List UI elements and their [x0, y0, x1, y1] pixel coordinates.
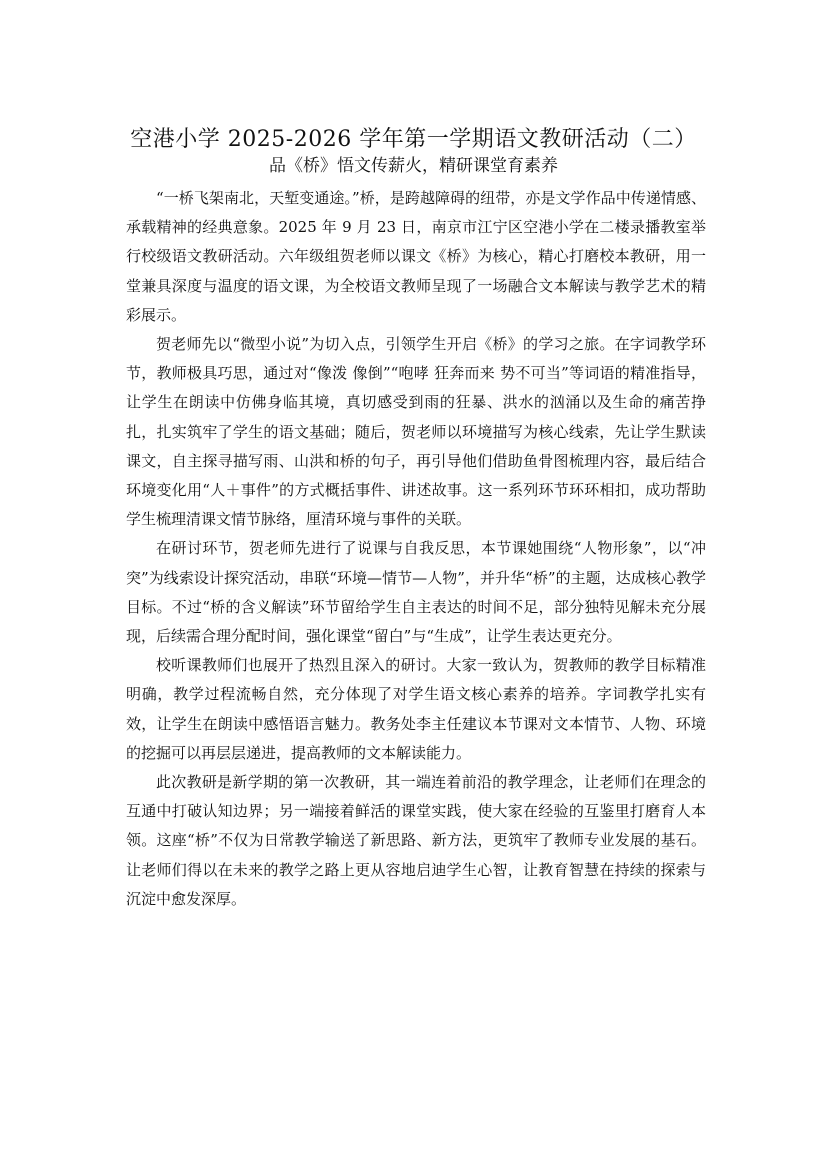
paragraph-lesson-process: 贺老师先以“微型小说”为切入点，引领学生开启《桥》的学习之旅。在字词教学环节，教师极具巧思，通过对“像泼 像倒”“咆哮 狂奔而来 势不可当”等词语的精准指导，让学生在朗读中仿佛身临其境，真切感受到雨的狂暴、洪水的汹涌以及生命的痛苦挣扎，扎实筑牢了学生的语文基础；随后，贺老师以环境描写为核心线索，先让学生默读课文，自主探寻描写雨、山洪和桥的句子，再引导他们借助鱼骨图梳理内容，最后结合环境变化用“人＋事件”的方式概括事件、讲述故事。这一系列环节环环相扣，成功帮助学生梳理清课文情节脉络，厘清环境与事件的关联。	[126, 335, 706, 529]
paragraph-reflection: 在研讨环节，贺老师先进行了说课与自我反思，本节课她围绕“人物形象”，以“冲突”为线索设计探究活动，串联“环境—情节—人物”，并升华“桥”的主题，达成核心教学目标。不过“桥的含义解读”环节留给学生自主表达的时间不足，部分独特见解未充分展现，后续需合理分配时间，强化课堂“留白”与“生成”，让学生表达更充分。	[126, 539, 706, 646]
paragraph-intro: “一桥飞架南北，天堑变通途。”桥，是跨越障碍的纽带，亦是文学作品中传递情感、承载精神的经典意象。2025 年 9 月 23 日，南京市江宁区空港小学在二楼录播教室举行校级语文教研活动。六年级组贺老师以课文《桥》为核心，精心打磨校本教研，用一堂兼具深度与温度的语文课，为全校语文教师呈现了一场融合文本解读与教学艺术的精彩展示。	[126, 189, 706, 324]
document-title: 空港小学 2025-2026 学年第一学期语文教研活动（二）	[130, 126, 697, 152]
article-body	[126, 184, 706, 914]
document-subtitle: 品《桥》悟文传薪火，精研课堂育素养	[269, 156, 558, 176]
paragraph-conclusion: 此次教研是新学期的第一次教研，其一端连着前沿的教学理念，让老师们在理念的互通中打破认知边界；另一端接着鲜活的课堂实践，使大家在经验的互鉴里打磨育人本领。这座“桥”不仅为日常教学输送了新思路、新方法，更筑牢了教师专业发展的基石。让老师们得以在未来的教学之路上更从容地启迪学生心智，让教育智慧在持续的探索与沉淀中愈发深厚。	[126, 773, 706, 908]
paragraph-discussion: 校听课教师们也展开了热烈且深入的研讨。大家一致认为，贺教师的教学目标精准明确，教学过程流畅自然，充分体现了对学生语文核心素养的培养。字词教学扎实有效，让学生在朗读中感悟语言魅力。教务处李主任建议本节课对文本情节、人物、环境的挖掘可以再层层递进，提高教师的文本解读能力。	[126, 656, 706, 762]
